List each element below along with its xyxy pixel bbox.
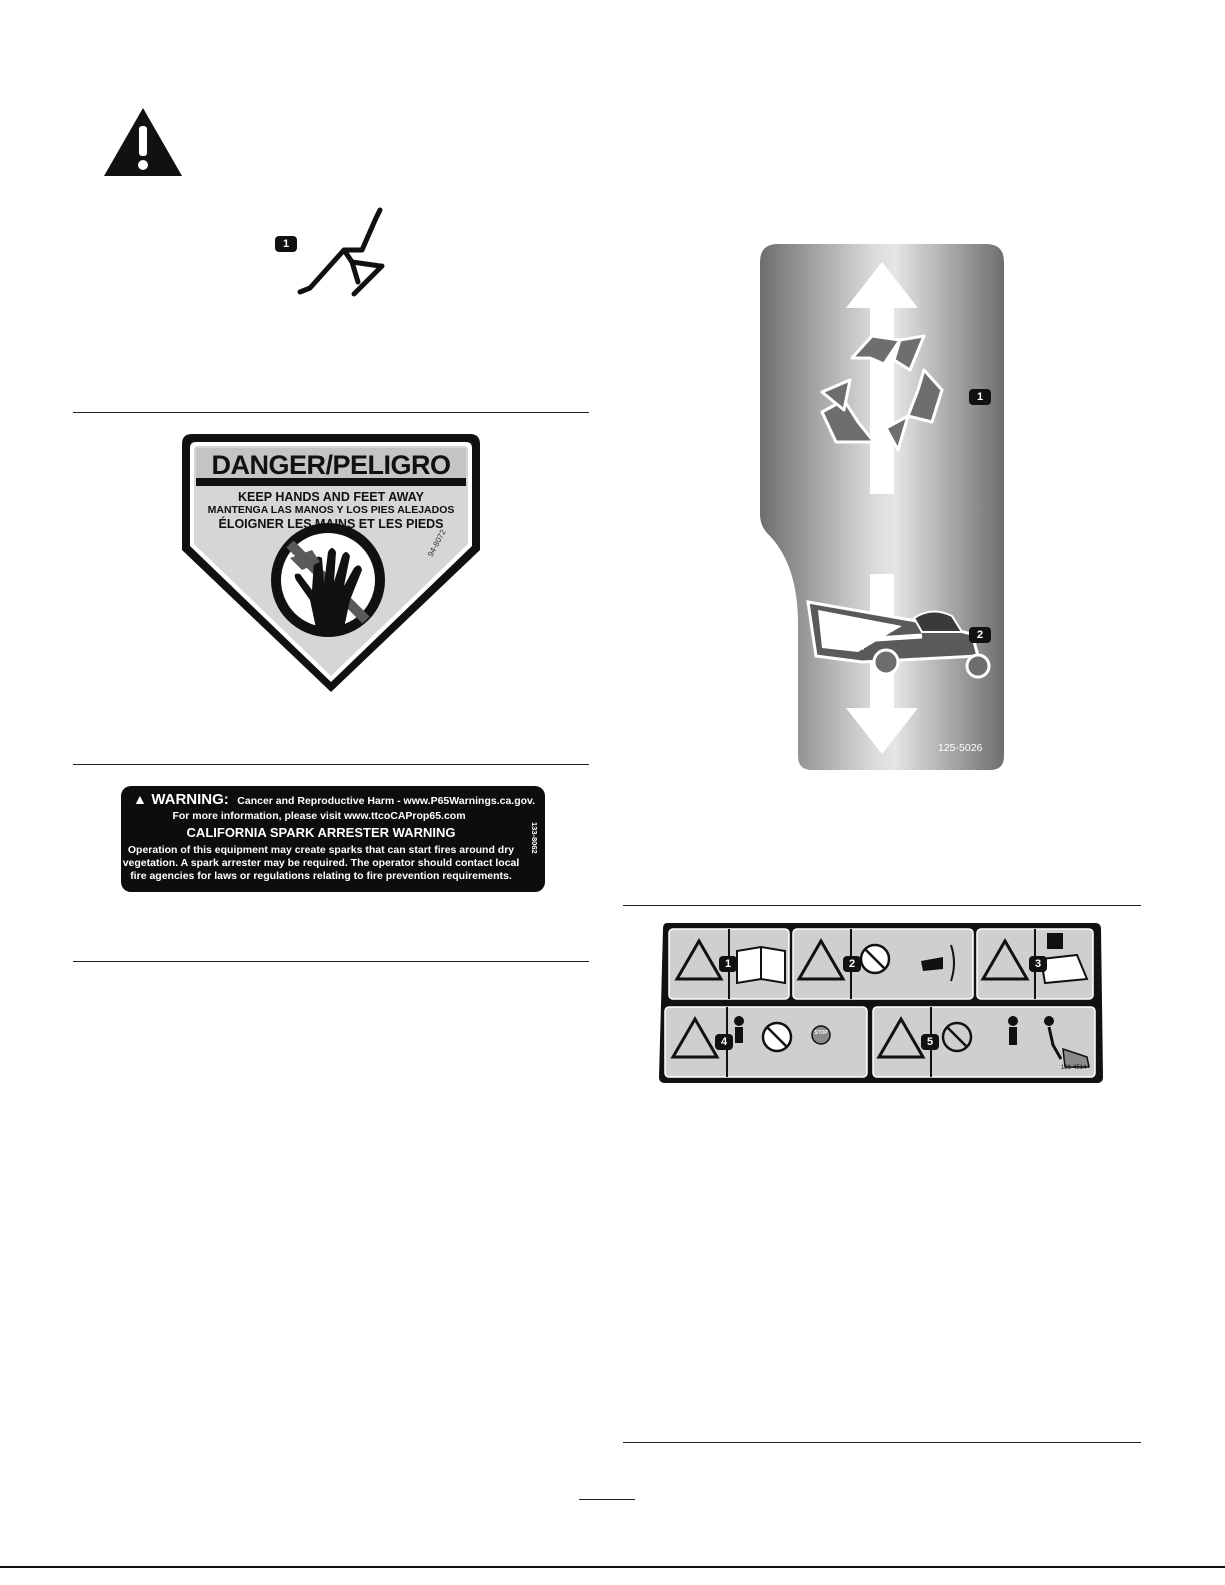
mode-callout-1: 1 (969, 389, 991, 405)
callout-1: 1 (275, 236, 297, 252)
mower-discharge-icon (802, 596, 992, 680)
danger-line-spanish: MANTENGA LAS MANOS Y LOS PIES ALEJADOS (207, 504, 455, 516)
warning-part-number: 133-8062 (530, 822, 539, 854)
safety-panel-4-number: 4 (715, 1034, 733, 1050)
section-divider (73, 764, 589, 765)
mode-part-number: 125-5026 (938, 742, 983, 754)
section-divider (623, 1442, 1141, 1443)
safety-panel-3-number: 3 (1029, 956, 1047, 972)
danger-decal (180, 432, 482, 694)
danger-line-french: ÉLOIGNER LES MAINS ET LES PIEDS (218, 517, 444, 531)
warning-line1: Cancer and Reproductive Harm - www.P65Warnings.ca.gov. (237, 795, 536, 807)
stop-sign-text: STOP (814, 1030, 828, 1036)
recycle-icon (814, 330, 964, 462)
warning-decal (121, 786, 545, 892)
warning-line2: For more information, please visit www.ttcoCAProp65.com (172, 810, 466, 822)
section-divider (623, 905, 1141, 906)
discharge-chute-lever-icon (296, 206, 388, 298)
warning-heading: CALIFORNIA SPARK ARRESTER WARNING (186, 825, 456, 840)
page-number-underline (579, 1499, 635, 1500)
safety-part-number: 131-4514 (1061, 1065, 1087, 1071)
warning-first-line (133, 791, 535, 809)
page-bottom-border (0, 1566, 1225, 1568)
danger-part-number: 94-8072 (426, 528, 448, 559)
mode-callout-2: 2 (969, 627, 991, 643)
safety-decal (657, 921, 1105, 1085)
warning-triangle-icon (102, 106, 184, 178)
safety-decal-shape (657, 921, 1105, 1085)
hand-hazard-icon (290, 540, 374, 630)
warning-line3: Operation of this equipment may create sparks that can start fires around dry (127, 844, 515, 856)
danger-line-english: KEEP HANDS AND FEET AWAY (238, 490, 424, 504)
safety-panel-2-number: 2 (843, 956, 861, 972)
warning-line4: vegetation. A spark arrester may be required. The operator should contact local (122, 857, 520, 869)
danger-title: DANGER/PELIGRO (211, 450, 451, 480)
section-divider (73, 412, 589, 413)
mode-selector-decal (758, 244, 1006, 772)
warning-line5: fire agencies for laws or regulations relating to fire prevention requirements. (130, 870, 512, 882)
safety-panel-1-number: 1 (719, 956, 737, 972)
safety-panel-5-number: 5 (921, 1034, 939, 1050)
warning-label: WARNING: (151, 791, 229, 808)
warning-triangle-icon: ▲ (133, 791, 147, 807)
mode-decal-shape (758, 244, 1006, 772)
section-divider (73, 961, 589, 962)
